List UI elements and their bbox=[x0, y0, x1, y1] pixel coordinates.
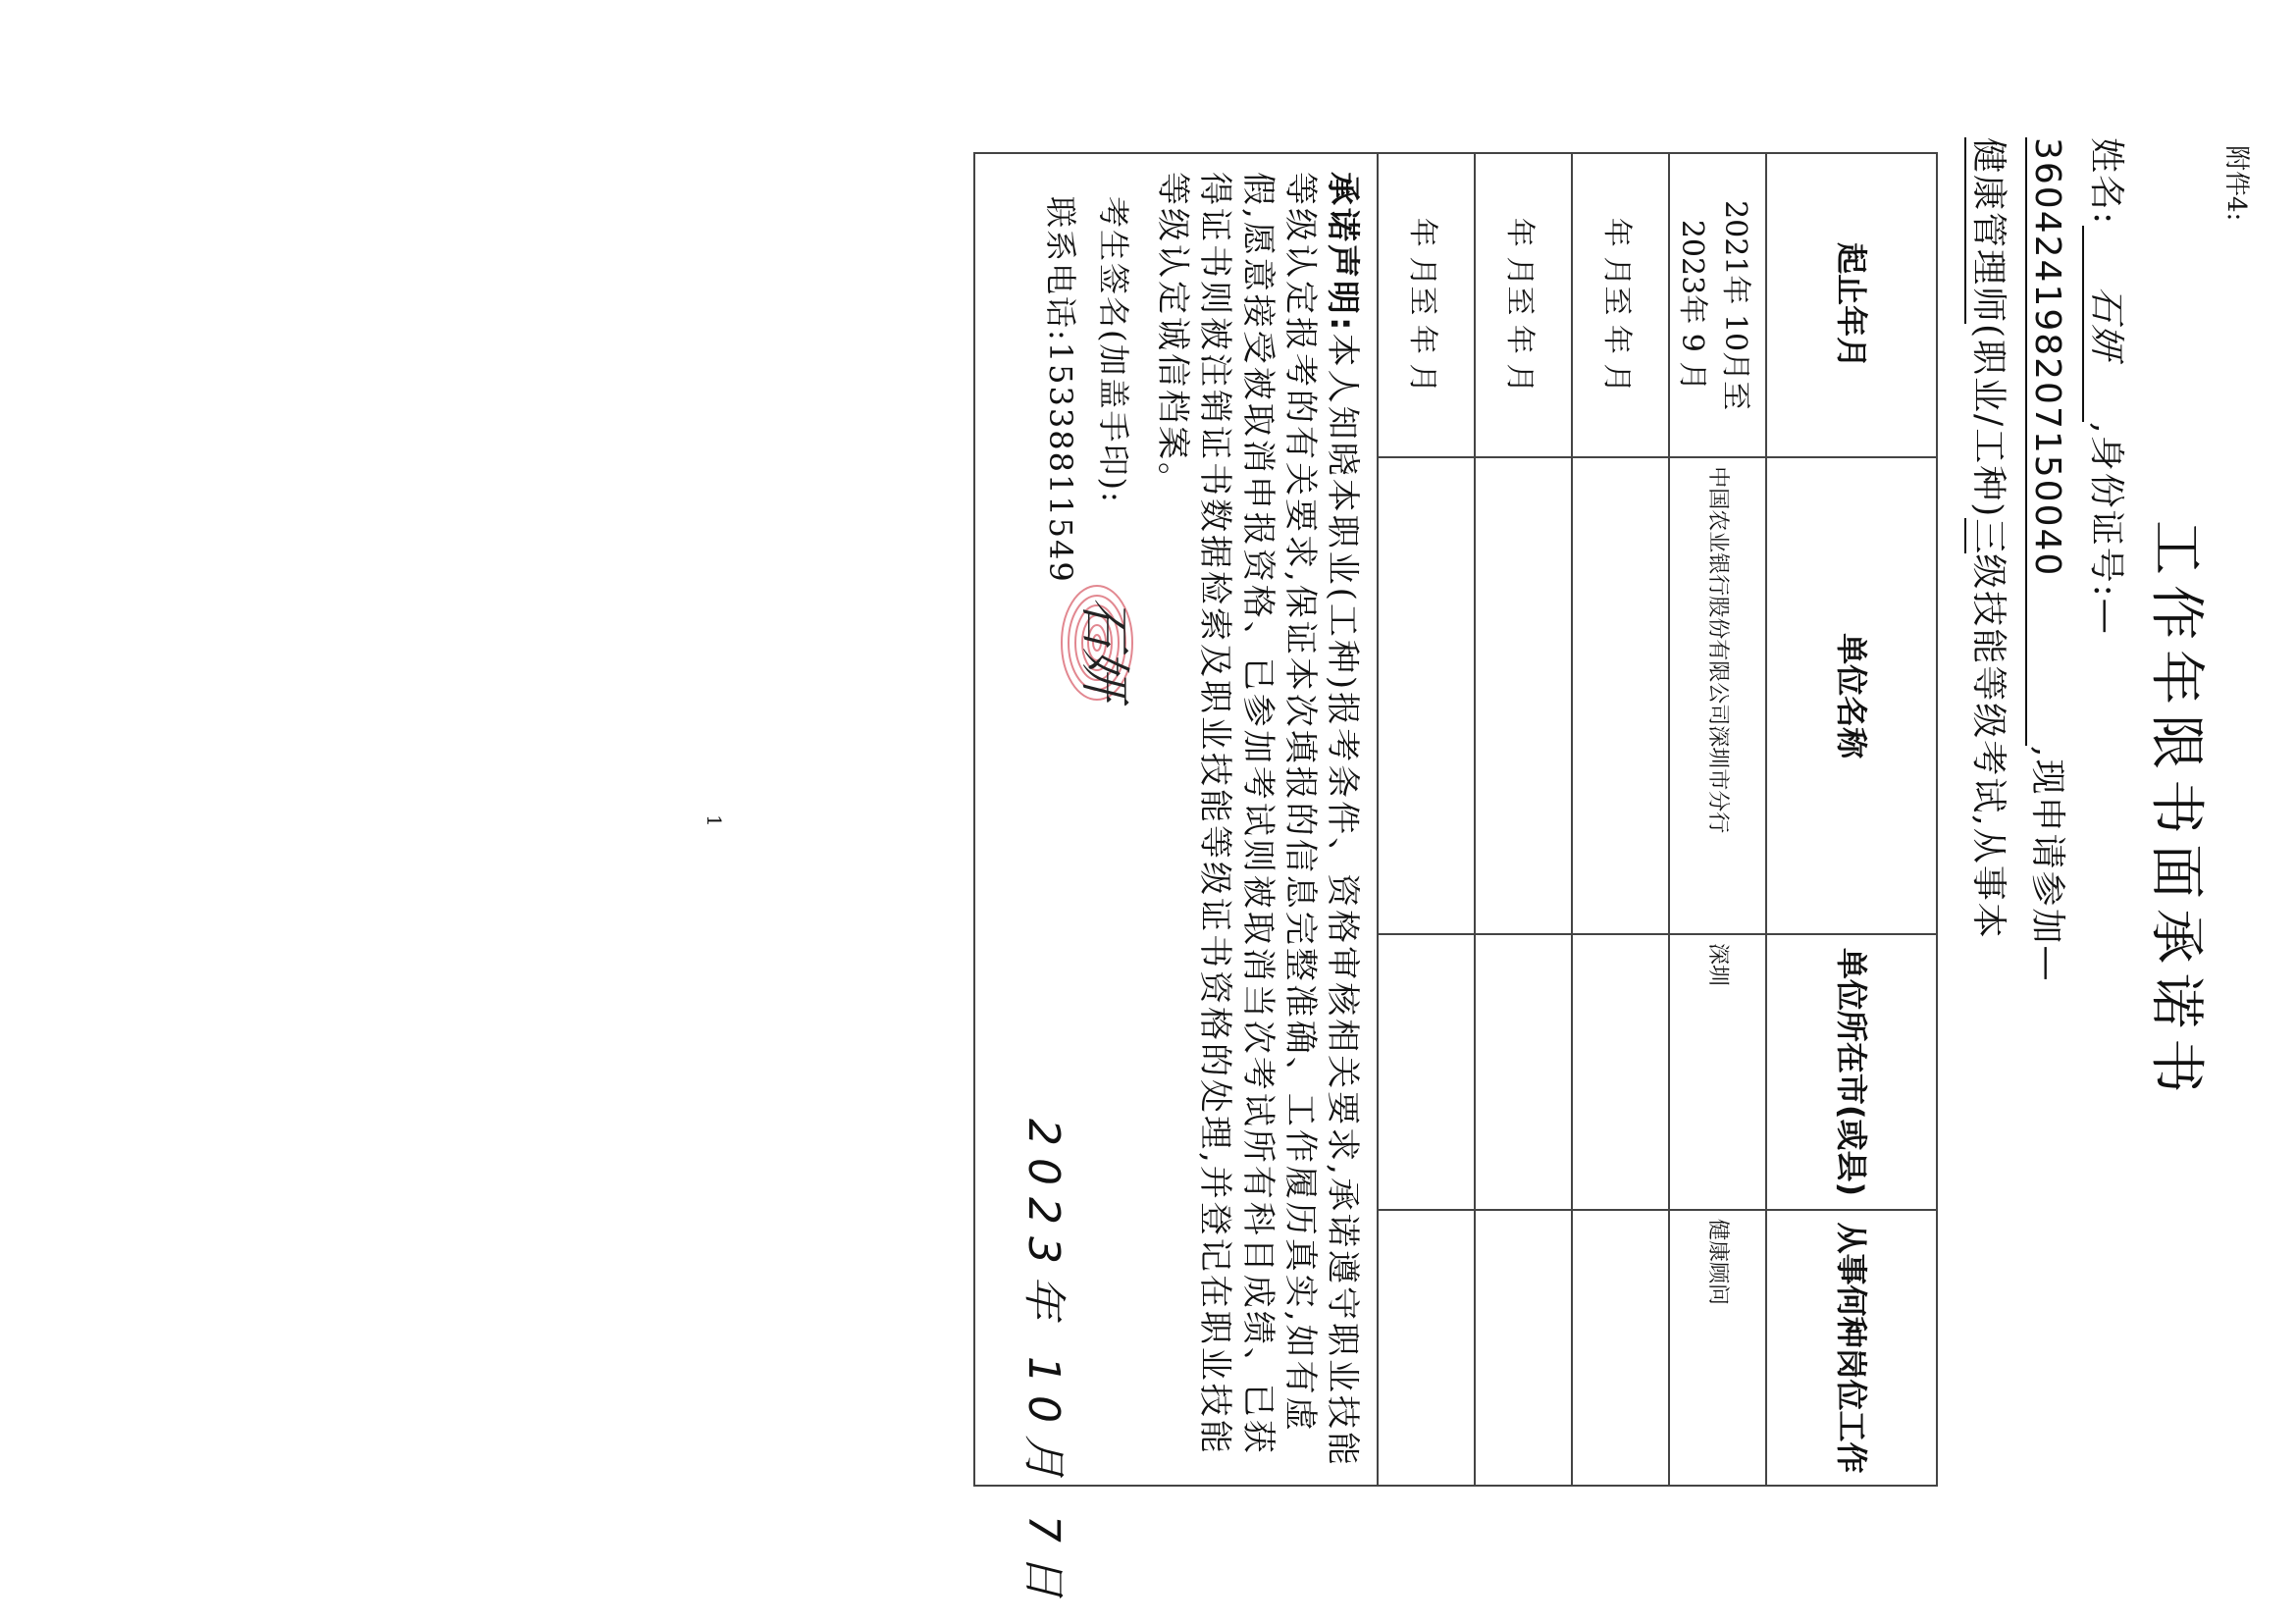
apply-dash: — bbox=[2027, 945, 2067, 983]
table-row bbox=[1475, 153, 1572, 1486]
statement-label: 承诺声明: bbox=[1323, 172, 1362, 334]
level-suffix: 级技能等级考试,从事本 bbox=[1968, 553, 2009, 940]
header-position: 从事何种岗位工作 bbox=[1766, 1210, 1937, 1486]
row-2-position bbox=[1572, 1210, 1669, 1486]
id-label: ,身份证号: bbox=[2086, 422, 2126, 599]
row-3-unit bbox=[1475, 457, 1572, 934]
name-value: 石妍 bbox=[2082, 226, 2134, 422]
occupation-value: 健康管理师 bbox=[1964, 137, 2016, 324]
row-1-unit: 中国农业银行股份有限公司深圳市分行 bbox=[1669, 457, 1766, 934]
intro-line-3 bbox=[1964, 137, 2016, 1511]
row-3-location bbox=[1475, 934, 1572, 1210]
header-location: 单位所在市(或县) bbox=[1766, 934, 1937, 1210]
row-4-period: 年 月至 年 月 bbox=[1378, 153, 1475, 457]
intro-line-1 bbox=[2082, 137, 2134, 1511]
row-3-period: 年 月至 年 月 bbox=[1475, 153, 1572, 457]
id-dash: — bbox=[2086, 598, 2126, 636]
row-1-period-line1: 2021年 10月至 bbox=[1718, 200, 1753, 411]
page-title: 工作年限书面承诺书 bbox=[2144, 520, 2208, 1103]
row-1-period-line2: 2023年 9 月 bbox=[1675, 219, 1710, 392]
row-4-unit bbox=[1378, 457, 1475, 934]
row-1-location: 深圳 bbox=[1669, 934, 1766, 1210]
row-2-unit bbox=[1572, 457, 1669, 934]
handwritten-date: 2023年 10月 7日 bbox=[1018, 1119, 1069, 1609]
table-row bbox=[1378, 153, 1475, 1486]
level-value: 三 bbox=[1964, 518, 2016, 553]
id-number-value: 360424198207150040 bbox=[2025, 137, 2067, 746]
row-3-position bbox=[1475, 1210, 1572, 1486]
table-row bbox=[1669, 153, 1766, 1486]
row-2-period: 年 月至 年 月 bbox=[1572, 153, 1669, 457]
table-header-row bbox=[1766, 153, 1937, 1486]
row-1-period bbox=[1669, 153, 1766, 457]
header-period: 起止年月 bbox=[1766, 153, 1937, 457]
table-row bbox=[1572, 153, 1669, 1486]
name-label: 姓名: bbox=[2086, 137, 2126, 227]
phone-value: 15338811549 bbox=[1042, 341, 1079, 584]
attachment-label: 附件4: bbox=[2221, 145, 2251, 222]
row-1-position: 健康顾问 bbox=[1669, 1210, 1766, 1486]
signature-line bbox=[1093, 196, 1138, 504]
apply-text: ,现申请参加 bbox=[2027, 746, 2067, 946]
row-2-location bbox=[1572, 934, 1669, 1210]
header-unit: 单位名称 bbox=[1766, 457, 1937, 934]
row-4-location bbox=[1378, 934, 1475, 1210]
statement-text: 本人知晓本职业(工种)报考条件、资格审核相关要求,承诺遵守职业技能等级认定报考的有关要求,保证本次填报的信息完整准确、工作履历真实,如有虚假,愿意接受被取消申报资格、已参加考试则被取消当次考试所有科目成绩、已获得证书则被注销证书数据检索及职业技能等级证书资格的处理,并登记在职业技能等级认定诚信档案。 bbox=[1153, 172, 1362, 1468]
signature-text: 石妍 bbox=[1074, 597, 1133, 700]
sign-label: 考生签名(加盖手印): bbox=[1095, 196, 1132, 504]
row-4-position bbox=[1378, 1210, 1475, 1486]
page-number: 1 bbox=[703, 814, 726, 827]
phone-label: 联系电话: bbox=[1042, 196, 1079, 342]
occupation-suffix: (职业/工种) bbox=[1968, 324, 2009, 519]
intro-line-2 bbox=[2025, 137, 2075, 1511]
phone-line bbox=[1040, 196, 1085, 584]
